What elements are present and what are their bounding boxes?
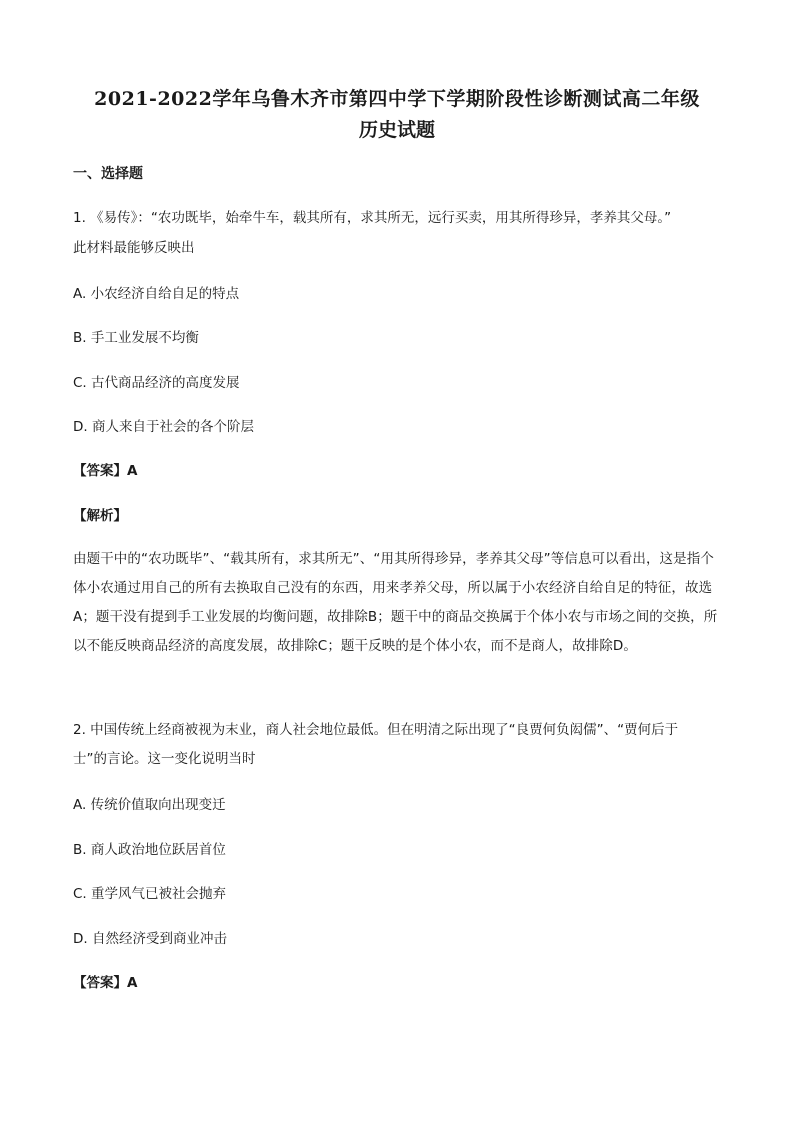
q2-option-c: C. 重学风气已被社会抛弃 [73, 886, 227, 902]
q1-answer: 【答案】A [73, 463, 138, 479]
q2-answer: 【答案】A [73, 975, 138, 991]
section-label: 一、选择题 [73, 166, 143, 182]
q1-stem-line-2: 此材料最能够反映出 [73, 240, 195, 256]
title-line-1: 2021-2022学年乌鲁木齐市第四中学下学期阶段性诊断测试高二年级 [94, 88, 700, 110]
q2-option-d: D. 自然经济受到商业冲击 [73, 931, 227, 947]
title-line-2: 历史试题 [358, 119, 435, 141]
q2-option-b: B. 商人政治地位跃居首位 [73, 842, 226, 858]
q1-option-a: A. 小农经济自给自足的特点 [73, 286, 240, 302]
q1-stem-line-1: 1. 《易传》：“农功既毕，始牵牛车，载其所有，求其所无，远行买卖，用其所得珍异，孝养其父母。” [73, 210, 672, 226]
q1-option-c: C. 古代商品经济的高度发展 [73, 375, 240, 391]
q1-analysis-label: 【解析】 [73, 508, 127, 524]
q1-analysis: 由题干中的“农功既毕”、“载其所有，求其所无”、“用其所得珍异，孝养其父母”等信息可以看出，这是指个体小农通过用自己的所有去换取自己没有的东西，用来孝养父母，所以属于小农经济自给自足的特征，故选A；题干没有提到手工业发展的均衡问题，故排除B；题干中的商品交换属于个体小农与市场之间的交换，所以不能反映商品经济的高度发展，故排除C；题干反映的是个体小农，而不是商人，故排除D。 [73, 551, 718, 654]
q2-stem-line-2: 士”的言论。这一变化说明当时 [73, 751, 256, 767]
q2-stem-line-1: 2. 中国传统上经商被视为末业，商人社会地位最低。但在明清之际出现了“良贾何负闳儒”、“贾何后于 [73, 722, 679, 738]
q1-option-b: B. 手工业发展不均衡 [73, 330, 199, 346]
q2-option-a: A. 传统价值取向出现变迁 [73, 797, 226, 813]
q1-option-d: D. 商人来自于社会的各个阶层 [73, 419, 254, 435]
